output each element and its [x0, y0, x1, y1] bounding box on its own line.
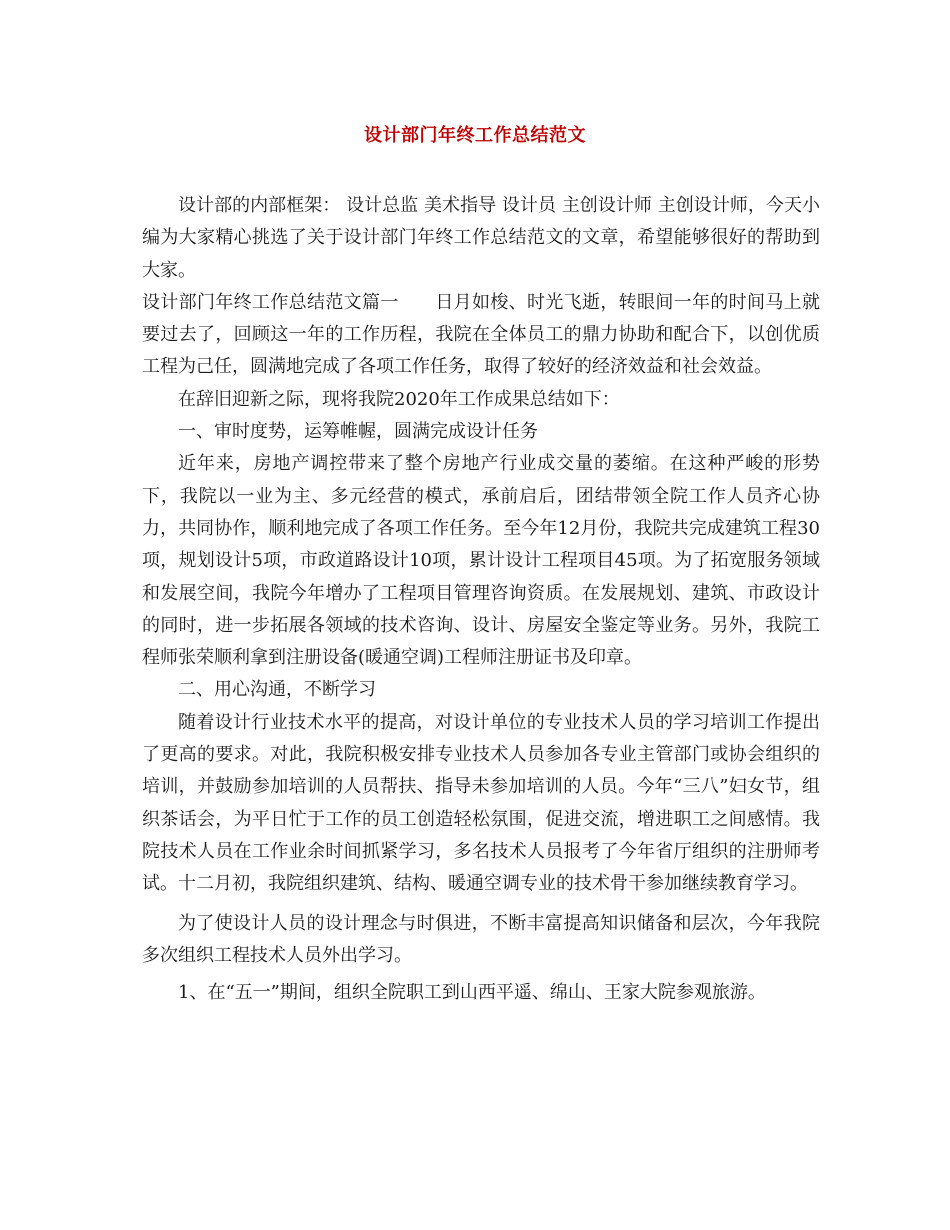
- paragraph-summary-intro: 在辞旧迎新之际，现将我院2020年工作成果总结如下：: [178, 388, 620, 410]
- paragraph-intro: 设计部的内部框架： 设计总监 美术指导 设计员 主创设计师 主创设计师，今天小编为大家精心挑选了关于设计部门年终工作总结范文的文章，希望能够很好的帮助到大家。: [142, 195, 820, 281]
- document-title: 设计部门年终工作总结范文: [364, 125, 586, 146]
- paragraph-section-one-lead: 设计部门年终工作总结范文篇一 日月如梭、时光飞逝，转眼间一年的时间马上就要过去了，回顾这一年的工作历程，我院在全体员工的鼎力协助和配合下，以创优质工程为己任，圆满地完成了各项工作任务，取得了较好的经济效益和社会效益。: [142, 291, 820, 378]
- paragraph-design-tasks: 近年来，房地产调控带来了整个房地产行业成交量的萎缩。在这种严峻的形势下，我院以一业为主、多元经营的模式，承前启后，团结带领全院工作人员齐心协力，共同协作，顺利地完成了各项工作任务。至今年12月份，我院共完成建筑工程30项，规划设计5项，市政道路设计10项，累计设计工程项目45项。为了拓宽服务领域和发展空间，我院今年增办了工程项目管理咨询资质。在发展规划、建筑、市政设计的同时，进一步拓展各领域的技术咨询、设计、房屋安全鉴定等业务。另外，我院工程师张荣顺利拿到注册设备(暖通空调)工程师注册证书及印章。: [142, 453, 820, 669]
- paragraph-may-day-trip: 1、在“五一”期间，组织全院职工到山西平遥、绵山、王家大院参观旅游。: [178, 982, 766, 1004]
- heading-section-two: 二、用心沟通，不断学习: [178, 679, 376, 701]
- heading-section-one: 一、审时度势，运筹帷幄，圆满完成设计任务: [178, 421, 538, 443]
- document-body: [142, 190, 820, 1009]
- paragraph-training: 随着设计行业技术水平的提高，对设计单位的专业技术人员的学习培训工作提出了更高的要求。对此，我院积极安排专业技术人员参加各专业主管部门或协会组织的培训，并鼓励参加培训的人员帮扶、指导未参加培训的人员。今年“三八”妇女节，组织茶话会，为平日忙于工作的员工创造轻松氛围，促进交流，增进职工之间感情。我院技术人员在工作业余时间抓紧学习，多名技术人员报考了今年省厅组织的注册师考试。十二月初，我院组织建筑、结构、暖通空调专业的技术骨干参加继续教育学习。: [142, 711, 820, 895]
- paragraph-study-trips: 为了使设计人员的设计理念与时俱进，不断丰富提高知识储备和层次，今年我院多次组织工程技术人员外出学习。: [142, 912, 820, 966]
